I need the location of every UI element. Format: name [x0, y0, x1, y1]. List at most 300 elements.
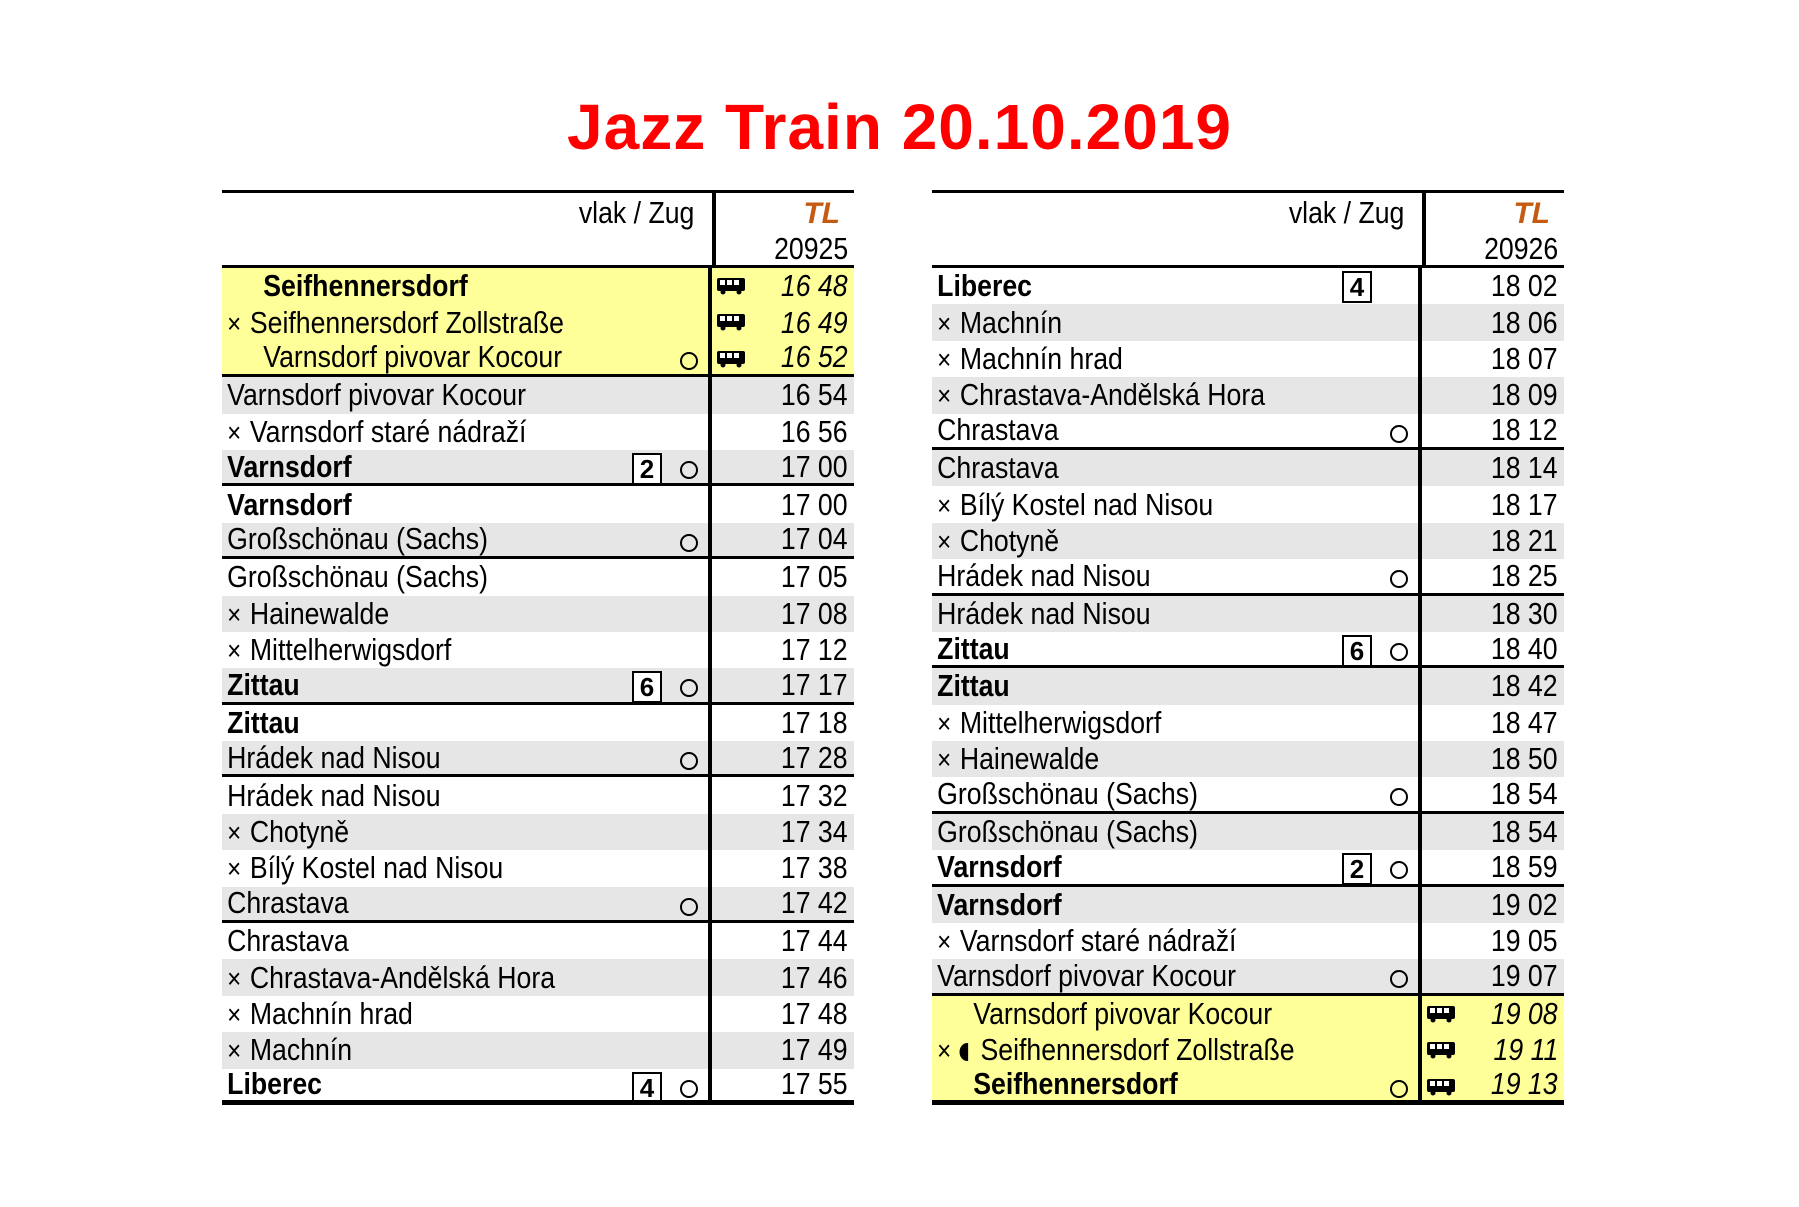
bus-icon — [1426, 1078, 1456, 1096]
station-label: Varnsdorf staré nádraží — [959, 923, 1237, 959]
station-label: Varnsdorf pivovar Kocour — [937, 959, 1236, 993]
departure-time: 17 44 — [781, 923, 848, 959]
station-cell — [222, 777, 712, 813]
station-name — [222, 523, 488, 556]
time-cell — [1422, 887, 1564, 923]
departure-time: 17 17 — [781, 667, 848, 702]
station-label: Großschönau (Sachs) — [227, 522, 488, 557]
station-label: Machnín hrad — [959, 340, 1123, 376]
time-cell — [712, 959, 854, 995]
stop-circle-icon — [680, 534, 698, 552]
station-label: Machnín — [249, 1032, 353, 1068]
departure-time: 18 14 — [1491, 450, 1558, 486]
time-cell — [1422, 268, 1564, 304]
station-cell — [222, 668, 712, 701]
station-label: Liberec — [937, 268, 1033, 304]
station-name — [222, 778, 441, 814]
time-cell — [712, 1066, 854, 1102]
time-cell — [712, 705, 854, 741]
station-cell — [932, 414, 1422, 447]
train-number: 20926 — [1483, 231, 1558, 266]
request-stop-icon: × — [937, 525, 952, 557]
station-name — [932, 523, 1059, 559]
timetable-row — [222, 777, 854, 813]
departure-time: 17 18 — [781, 704, 848, 740]
timetable-row — [932, 596, 1564, 632]
station-label: Zittau — [227, 668, 300, 702]
stop-circle-icon — [680, 352, 698, 370]
station-cell — [932, 923, 1422, 959]
time-cell — [1422, 414, 1564, 447]
station-name — [932, 887, 1062, 923]
time-cell — [712, 741, 854, 774]
time-cell — [1422, 377, 1564, 413]
station-name — [932, 668, 1010, 704]
timetable-row — [932, 959, 1564, 995]
station-cell — [222, 559, 712, 595]
timetable-row — [932, 887, 1564, 923]
station-label: Varnsdorf — [937, 850, 1062, 884]
station-name — [932, 414, 1059, 447]
request-stop-icon: × — [227, 307, 242, 339]
time-cell — [712, 341, 854, 374]
time-cell — [1422, 1032, 1564, 1068]
time-cell — [712, 268, 854, 304]
timetable-row — [932, 632, 1564, 668]
station-name — [222, 668, 300, 701]
bus-icon — [1426, 1005, 1456, 1023]
timetable-row — [932, 1032, 1564, 1068]
station-name — [222, 1069, 322, 1100]
request-stop-icon: × — [937, 707, 952, 739]
platform-badge: 4 — [1342, 271, 1372, 303]
platform-badge: 2 — [1342, 853, 1372, 883]
timetable-row — [222, 959, 854, 995]
timetable-left — [222, 190, 854, 1105]
timetable-row — [932, 523, 1564, 559]
station-name — [932, 487, 1213, 523]
departure-time: 18 06 — [1491, 304, 1558, 340]
station-cell — [222, 486, 712, 522]
bus-icon — [716, 350, 746, 368]
stop-circle-icon — [1390, 861, 1408, 879]
departure-time: 17 38 — [781, 850, 848, 886]
station-cell — [222, 850, 712, 886]
train-category: TL — [803, 197, 840, 230]
timetable-row — [222, 1032, 854, 1068]
time-cell — [712, 486, 854, 522]
departure-time: 17 34 — [781, 814, 848, 850]
departure-time: 18 30 — [1491, 595, 1558, 631]
station-cell — [932, 559, 1422, 592]
station-name — [222, 377, 526, 413]
timetable-row — [222, 523, 854, 559]
station-name — [222, 487, 352, 523]
time-cell — [1422, 959, 1564, 992]
station-name — [222, 341, 562, 374]
timetable-row — [222, 887, 854, 923]
request-stop-icon: × — [227, 416, 242, 448]
station-cell — [932, 304, 1422, 340]
station-cell — [932, 996, 1422, 1032]
bus-icon — [716, 313, 746, 331]
departure-time: 19 11 — [1493, 1032, 1558, 1068]
stop-circle-icon — [1390, 570, 1408, 588]
timetable-row — [932, 450, 1564, 486]
station-name — [932, 268, 1032, 304]
station-label: Varnsdorf pivovar Kocour — [973, 996, 1273, 1031]
time-cell — [712, 777, 854, 813]
station-label: Seifhennersdorf Zollstraße — [249, 304, 564, 340]
bus-icon — [716, 277, 746, 295]
timetable-row — [932, 341, 1564, 377]
station-label: Chrastava-Andělská Hora — [959, 377, 1266, 413]
station-cell — [932, 523, 1422, 559]
request-stop-icon: × — [937, 343, 952, 375]
station-name — [932, 741, 1099, 777]
departure-time: 18 40 — [1491, 630, 1558, 666]
time-cell — [712, 304, 854, 340]
station-cell — [222, 1069, 712, 1100]
time-cell — [1422, 523, 1564, 559]
station-name — [932, 996, 1272, 1032]
timetable-row — [932, 705, 1564, 741]
stop-circle-icon — [1390, 788, 1408, 806]
timetable-row — [932, 377, 1564, 413]
departure-time: 16 48 — [781, 268, 848, 304]
timetable-row — [222, 923, 854, 959]
station-name — [222, 960, 555, 996]
station-cell — [932, 850, 1422, 883]
station-name — [222, 414, 526, 450]
time-cell — [712, 632, 854, 668]
time-cell — [712, 559, 854, 595]
station-cell — [932, 341, 1422, 377]
station-name — [222, 450, 352, 483]
request-stop-icon: × — [227, 962, 242, 994]
station-cell — [932, 959, 1422, 992]
station-cell — [222, 596, 712, 632]
station-cell — [932, 268, 1422, 304]
station-cell — [222, 268, 712, 304]
station-name — [222, 923, 349, 959]
time-cell — [712, 414, 854, 450]
departure-time: 17 08 — [781, 595, 848, 631]
timetable-row — [222, 850, 854, 886]
request-stop-icon: × — [227, 853, 242, 885]
departure-time: 18 02 — [1491, 268, 1558, 304]
station-name — [222, 887, 349, 920]
timetable-row — [932, 486, 1564, 522]
departure-time: 16 52 — [781, 339, 848, 375]
station-name — [222, 741, 441, 774]
time-cell — [1422, 923, 1564, 959]
station-cell — [932, 1069, 1422, 1100]
request-stop-icon: × — [227, 1035, 242, 1067]
station-label: Mittelherwigsdorf — [959, 704, 1162, 740]
timetable-row — [222, 268, 854, 304]
departure-time: 18 59 — [1491, 848, 1558, 884]
timetable-row — [222, 1066, 854, 1105]
bus-icon — [1426, 1041, 1456, 1059]
station-name — [932, 959, 1236, 992]
time-cell — [1422, 996, 1564, 1032]
timetable-row — [222, 304, 854, 340]
station-label: Mittelherwigsdorf — [249, 632, 452, 668]
departure-time: 18 42 — [1491, 668, 1558, 704]
station-label: Machnín hrad — [249, 996, 413, 1031]
request-stop-icon: × — [937, 744, 952, 776]
time-cell — [712, 523, 854, 556]
departure-time: 18 07 — [1491, 340, 1558, 376]
timetable-row — [222, 486, 854, 522]
departure-time: 18 21 — [1491, 522, 1558, 558]
timetable-row — [222, 814, 854, 850]
departure-time: 16 56 — [781, 413, 848, 449]
time-cell — [1422, 632, 1564, 665]
station-label: Varnsdorf staré nádraží — [249, 413, 527, 449]
station-cell — [222, 341, 712, 374]
column-divider — [712, 193, 716, 265]
station-cell — [222, 377, 712, 413]
station-label: Großschönau (Sachs) — [937, 777, 1198, 811]
request-stop-icon: × — [937, 489, 952, 521]
station-label: Varnsdorf pivovar Kocour — [263, 340, 563, 375]
departure-time: 17 49 — [781, 1032, 848, 1068]
timetable-row — [222, 414, 854, 450]
station-cell — [222, 814, 712, 850]
request-stop-icon: × — [937, 1035, 952, 1067]
request-stop-icon: × — [937, 307, 952, 339]
request-stop-icon: × — [227, 635, 242, 667]
station-cell — [222, 414, 712, 450]
station-cell — [932, 668, 1422, 704]
platform-badge: 6 — [1342, 635, 1372, 665]
stop-circle-icon — [1390, 1080, 1408, 1098]
train-number: 20925 — [773, 231, 848, 266]
time-cell — [712, 923, 854, 959]
station-label: Seifhennersdorf — [973, 1068, 1178, 1100]
station-cell — [932, 705, 1422, 741]
train-label: vlak / Zug — [578, 195, 694, 230]
timetable-header — [932, 190, 1564, 268]
departure-time: 17 32 — [781, 777, 848, 813]
station-label: Hainewalde — [959, 741, 1100, 777]
station-name — [932, 777, 1198, 810]
time-cell — [1422, 777, 1564, 810]
station-label: Chrastava — [227, 923, 349, 959]
station-cell — [222, 959, 712, 995]
departure-time: 19 05 — [1491, 923, 1558, 959]
timetable-row — [222, 741, 854, 777]
station-label: Großschönau (Sachs) — [937, 814, 1198, 850]
station-name — [222, 705, 300, 741]
timetable-row — [932, 741, 1564, 777]
time-cell — [712, 814, 854, 850]
stop-circle-icon — [1390, 425, 1408, 443]
departure-time: 19 02 — [1491, 886, 1558, 922]
time-cell — [1422, 850, 1564, 883]
station-name — [222, 268, 468, 304]
timetable-row — [222, 632, 854, 668]
train-category: TL — [1513, 197, 1550, 230]
time-cell — [1422, 668, 1564, 704]
departure-time: 17 55 — [781, 1066, 848, 1102]
station-label: Liberec — [227, 1068, 323, 1100]
station-label: Varnsdorf pivovar Kocour — [227, 377, 526, 413]
request-stop-icon: × — [937, 380, 952, 412]
station-cell — [222, 1032, 712, 1068]
time-cell — [1422, 741, 1564, 777]
time-cell — [712, 1032, 854, 1068]
stop-circle-icon — [1390, 643, 1408, 661]
station-name — [932, 341, 1123, 377]
timetable-row — [222, 450, 854, 486]
departure-time: 17 04 — [781, 521, 848, 557]
request-stop-icon: × — [937, 926, 952, 958]
timetable-row — [932, 414, 1564, 450]
timetable-row — [222, 377, 854, 413]
departure-time: 17 00 — [781, 486, 848, 522]
station-cell — [932, 632, 1422, 665]
time-cell — [1422, 705, 1564, 741]
time-cell — [712, 450, 854, 483]
timetable-rows — [932, 268, 1564, 1105]
timetable-row — [932, 268, 1564, 304]
time-cell — [1422, 1066, 1564, 1102]
request-stop-icon: × — [227, 817, 242, 849]
time-cell — [1422, 450, 1564, 486]
station-label: Zittau — [937, 631, 1010, 666]
stop-circle-icon — [680, 1080, 698, 1098]
train-label: vlak / Zug — [1288, 195, 1404, 230]
time-cell — [1422, 559, 1564, 592]
departure-time: 18 50 — [1491, 741, 1558, 777]
stop-circle-icon — [680, 679, 698, 697]
column-divider — [1422, 193, 1426, 265]
departure-time: 18 54 — [1491, 776, 1558, 812]
departure-time: 19 07 — [1491, 958, 1558, 994]
station-cell — [222, 304, 712, 340]
timetable-row — [222, 705, 854, 741]
station-label: Varnsdorf — [227, 486, 352, 522]
stop-circle-icon — [680, 752, 698, 770]
station-name — [222, 559, 488, 595]
platform-badge: 4 — [632, 1072, 662, 1100]
station-name — [932, 1032, 1295, 1068]
station-label: Hrádek nad Nisou — [227, 741, 441, 775]
timetable-row — [932, 668, 1564, 704]
station-label: Chotyně — [959, 522, 1060, 558]
request-stop-icon: × — [227, 598, 242, 630]
station-cell — [932, 596, 1422, 632]
station-name — [222, 814, 349, 850]
station-cell — [222, 632, 712, 668]
timetable-row — [222, 596, 854, 632]
time-cell — [1422, 304, 1564, 340]
time-cell — [712, 996, 854, 1032]
time-cell — [712, 668, 854, 701]
station-name — [932, 450, 1059, 486]
stop-circle-icon — [680, 898, 698, 916]
time-cell — [1422, 341, 1564, 377]
departure-time: 18 54 — [1491, 814, 1558, 850]
station-label: Großschönau (Sachs) — [227, 559, 488, 595]
station-label: Chrastava-Andělská Hora — [249, 959, 556, 995]
station-name — [932, 377, 1265, 413]
station-cell — [932, 450, 1422, 486]
station-label: Chotyně — [249, 814, 350, 850]
station-cell — [222, 741, 712, 774]
departure-time: 18 09 — [1491, 377, 1558, 413]
station-name — [932, 814, 1198, 850]
time-cell — [712, 377, 854, 413]
request-stop-icon: × — [227, 999, 242, 1030]
departure-time: 18 47 — [1491, 704, 1558, 740]
departure-time: 17 48 — [781, 996, 848, 1031]
station-label: Chrastava — [937, 450, 1059, 486]
station-cell — [932, 814, 1422, 850]
station-label: Chrastava — [937, 413, 1059, 447]
station-label: Bílý Kostel nad Nisou — [959, 486, 1214, 522]
station-name — [932, 559, 1151, 592]
departure-time: 18 25 — [1491, 557, 1558, 593]
departure-time: 19 13 — [1491, 1066, 1558, 1102]
timetable-row — [932, 814, 1564, 850]
station-label: Hrádek nad Nisou — [227, 777, 441, 813]
departure-time: 16 54 — [781, 377, 848, 413]
station-name — [222, 996, 413, 1032]
platform-badge: 6 — [632, 671, 662, 701]
station-label: Hrádek nad Nisou — [937, 559, 1151, 593]
station-cell — [932, 377, 1422, 413]
departure-time: 17 46 — [781, 959, 848, 995]
station-cell — [932, 777, 1422, 810]
station-label: Bílý Kostel nad Nisou — [249, 850, 504, 886]
timetable-row — [932, 304, 1564, 340]
station-name — [222, 305, 564, 341]
station-name — [222, 632, 451, 668]
stop-circle-icon — [1390, 970, 1408, 988]
timetable-row — [222, 559, 854, 595]
time-cell — [1422, 486, 1564, 522]
station-label: Zittau — [227, 704, 300, 740]
departure-time: 17 12 — [781, 632, 848, 668]
station-cell — [222, 996, 712, 1032]
timetable-row — [932, 923, 1564, 959]
station-cell — [222, 705, 712, 741]
platform-badge: 2 — [632, 453, 662, 483]
time-cell — [1422, 596, 1564, 632]
station-name — [932, 596, 1151, 632]
timetable-rows — [222, 268, 854, 1105]
station-cell — [932, 1032, 1422, 1068]
station-name — [932, 305, 1062, 341]
timetable-row — [222, 668, 854, 704]
station-label: Varnsdorf — [227, 449, 352, 484]
station-name — [932, 1069, 1178, 1100]
timetable-row — [222, 996, 854, 1032]
station-name — [222, 1032, 352, 1068]
timetable-row — [932, 1066, 1564, 1105]
time-cell — [712, 887, 854, 920]
station-name — [222, 850, 503, 886]
station-label: Seifhennersdorf Zollstraße — [980, 1032, 1295, 1068]
departure-time: 17 00 — [781, 448, 848, 484]
time-cell — [712, 850, 854, 886]
station-name — [932, 632, 1010, 665]
station-name — [932, 850, 1062, 883]
